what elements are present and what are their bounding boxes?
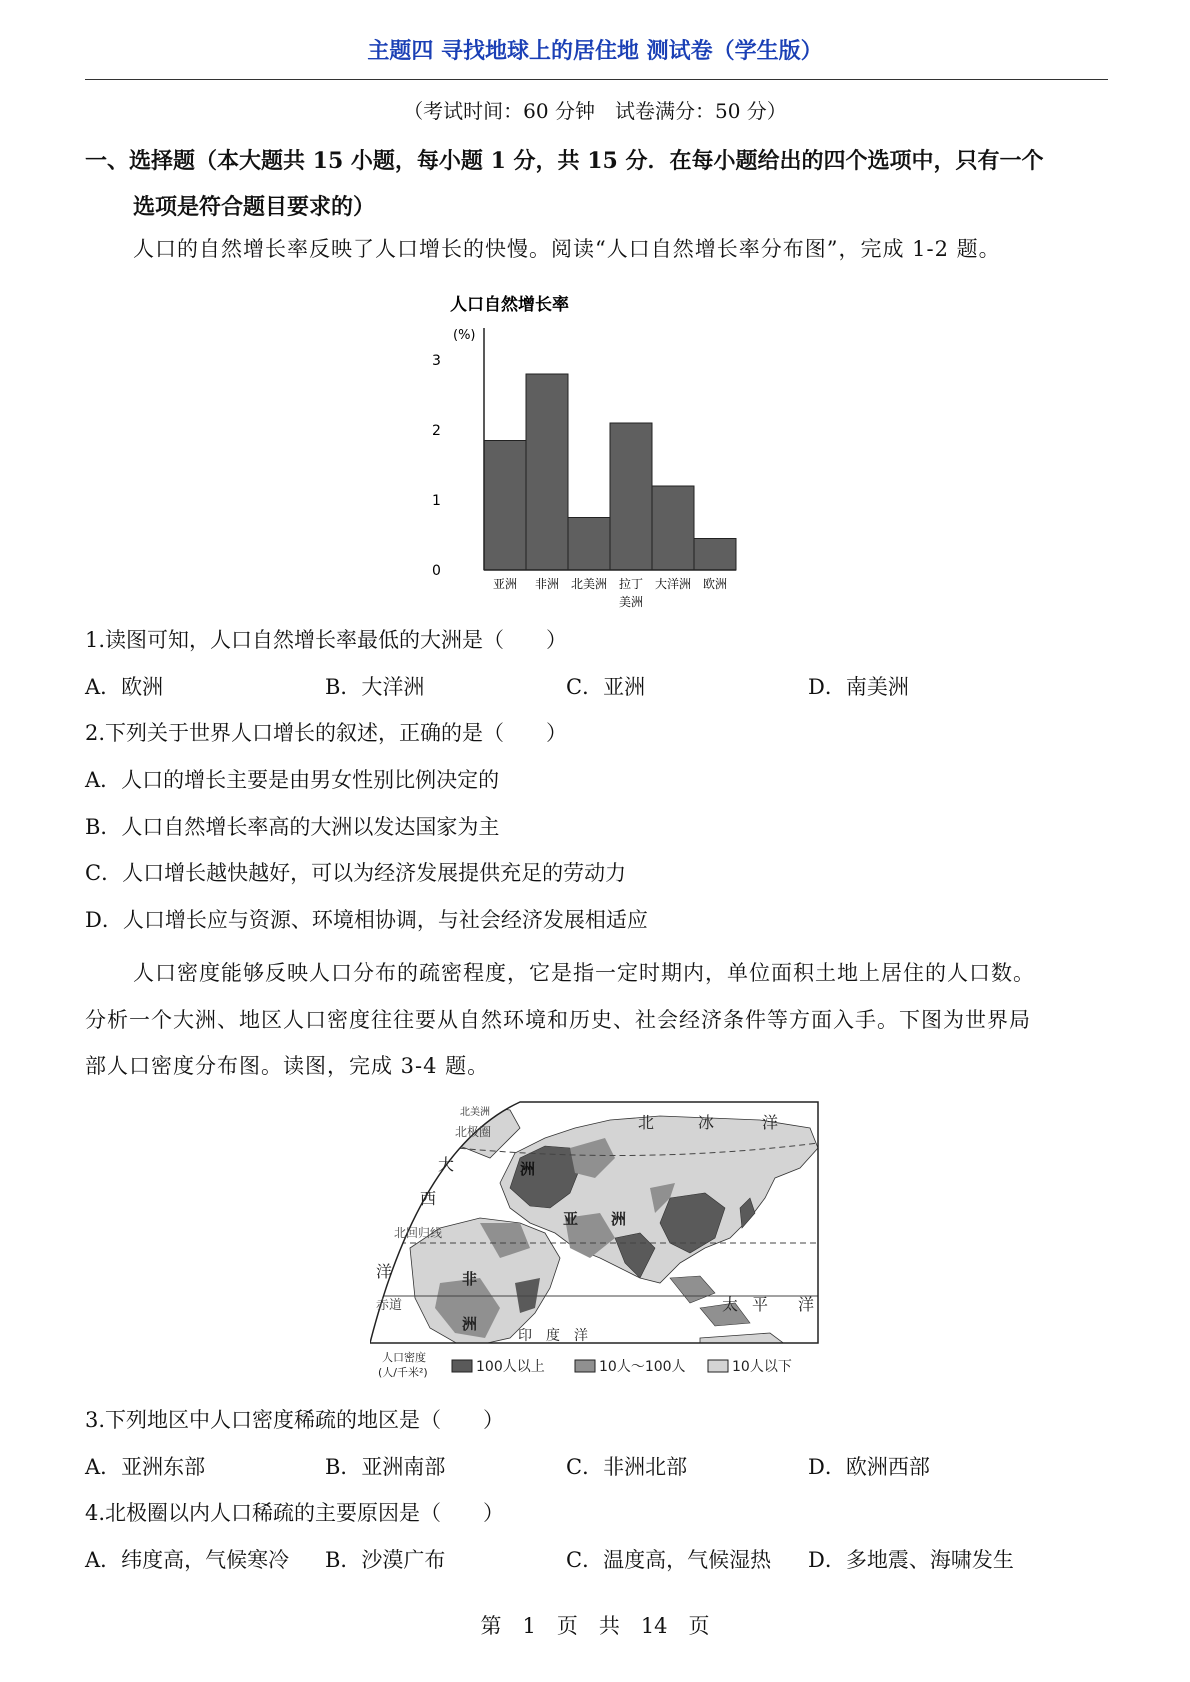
y-tick-label: 3 — [432, 353, 441, 369]
legend-title-line2: (人/千米²) — [378, 1366, 428, 1379]
intro-paragraph: 人口的自然增长率反映了人口增长的快慢。阅读“人口自然增长率分布图”，完成 1-2 题。 — [133, 237, 1001, 261]
q1-option-b[interactable]: B．大洋洲 — [325, 675, 425, 699]
bar-5 — [652, 486, 694, 570]
legend-label-medium: 10人～100人 — [599, 1359, 686, 1375]
bar-6 — [694, 539, 736, 571]
q2-option-d[interactable]: D．人口增长应与资源、环境相协调，与社会经济发展相适应 — [85, 908, 648, 932]
chart-title: 人口自然增长率 — [450, 295, 569, 315]
y-tick-label: 2 — [432, 423, 441, 439]
q2-option-b[interactable]: B．人口自然增长率高的大洲以发达国家为主 — [85, 815, 500, 839]
label-arctic-ocean-1: 北 — [638, 1113, 655, 1132]
label-arctic-ocean-2: 冰 — [698, 1113, 715, 1132]
q3-option-b[interactable]: B．亚洲南部 — [325, 1455, 446, 1479]
x-tick-label: 欧洲 — [702, 577, 728, 591]
q4-option-c[interactable]: C．温度高，气候湿热 — [566, 1548, 772, 1572]
q2-option-a[interactable]: A．人口的增长主要是由男女性别比例决定的 — [85, 768, 500, 792]
label-pacific-1: 太 — [722, 1295, 739, 1314]
x-tick-label: 拉丁 — [618, 577, 644, 591]
label-pacific-3: 洋 — [798, 1295, 815, 1314]
label-indian-ocean: 印 度 洋 — [518, 1328, 588, 1344]
bar-4 — [610, 423, 652, 570]
q1-option-d[interactable]: D．南美洲 — [808, 675, 909, 699]
page-number: 第 1 页 共 14 页 — [480, 1614, 710, 1638]
label-arctic-circle: 北极圈 — [455, 1125, 492, 1139]
chart-ylabel: (%) — [453, 328, 476, 343]
q1-option-a[interactable]: A．欧洲 — [85, 675, 164, 699]
passage-line-2: 分析一个大洲、地区人口密度往往要从自然环境和历史、社会经济条件等方面入手。下图为世界局 — [85, 1008, 1031, 1032]
q4-option-b[interactable]: B．沙漠广布 — [325, 1548, 446, 1572]
population-density-map — [370, 1098, 830, 1383]
y-tick-label: 0 — [432, 563, 441, 579]
q1-option-c[interactable]: C．亚洲 — [566, 675, 646, 699]
x-tick-label-line2: 美洲 — [618, 595, 644, 609]
q3-option-c[interactable]: C．非洲北部 — [566, 1455, 688, 1479]
question-1-stem: 1.读图可知，人口自然增长率最低的大洲是（ ） — [85, 628, 568, 652]
label-tropic: 北回归线 — [394, 1226, 443, 1240]
label-atlantic-3: 洋 — [376, 1262, 393, 1281]
label-atlantic-1: 大 — [438, 1155, 455, 1174]
legend-label-sparse: 10人以下 — [732, 1359, 792, 1375]
y-tick-label: 1 — [432, 493, 441, 509]
x-tick-label: 大洋洲 — [654, 577, 692, 591]
x-tick-label: 亚洲 — [492, 577, 518, 591]
q3-option-d[interactable]: D．欧洲西部 — [808, 1455, 930, 1479]
label-atlantic-2: 西 — [420, 1189, 437, 1208]
map-legend — [378, 1350, 792, 1379]
q4-option-d[interactable]: D．多地震、海啸发生 — [808, 1548, 1014, 1572]
page-title: 主题四 寻找地球上的居住地 测试卷（学生版） — [367, 38, 823, 64]
q3-option-a[interactable]: A．亚洲东部 — [85, 1455, 206, 1479]
legend-swatch-sparse — [708, 1360, 728, 1372]
legend-title-line1: 人口密度 — [382, 1351, 426, 1364]
label-north-america: 北美洲 — [460, 1107, 490, 1118]
header-divider — [85, 79, 1108, 80]
question-4-stem: 4.北极圈以内人口稀疏的主要原因是（ ） — [85, 1501, 505, 1525]
bar-2 — [526, 374, 568, 570]
legend-label-dense: 100人以上 — [476, 1359, 545, 1375]
label-asia-2: 洲 — [611, 1210, 627, 1228]
bar-3 — [568, 518, 610, 571]
label-equator: 赤道 — [376, 1298, 403, 1313]
section-heading-line2: 选项是符合题目要求的） — [133, 194, 376, 220]
section-heading-line1: 一、选择题（本大题共 15 小题，每小题 1 分，共 15 分．在每小题给出的四个选项中，只有一个 — [85, 148, 1044, 174]
legend-swatch-medium — [575, 1360, 595, 1372]
label-arctic-ocean-3: 洋 — [762, 1113, 779, 1132]
label-europe-1: 欧 — [482, 1160, 498, 1178]
bar-1 — [484, 441, 526, 571]
exam-info: （考试时间：60 分钟 试卷满分：50 分） — [403, 99, 787, 123]
q2-option-c[interactable]: C．人口增长越快越好，可以为经济发展提供充足的劳动力 — [85, 861, 627, 885]
q4-option-a[interactable]: A．纬度高，气候寒冷 — [85, 1548, 290, 1572]
legend-swatch-dense — [452, 1360, 472, 1372]
x-tick-label: 北美洲 — [570, 577, 608, 591]
label-europe-2: 洲 — [520, 1160, 536, 1178]
label-asia-1: 亚 — [563, 1210, 579, 1228]
passage-line-1: 人口密度能够反映人口分布的疏密程度，它是指一定时期内，单位面积土地上居住的人口数。 — [133, 961, 1035, 985]
label-africa-1: 非 — [462, 1270, 478, 1288]
label-pacific-2: 平 — [752, 1295, 769, 1314]
question-3-stem: 3.下列地区中人口密度稀疏的地区是（ ） — [85, 1408, 505, 1432]
section-heading — [85, 138, 1115, 230]
label-africa-2: 洲 — [462, 1315, 478, 1333]
growth-rate-chart — [420, 286, 750, 616]
x-tick-label: 非洲 — [534, 577, 560, 591]
passage-line-3: 部人口密度分布图。读图，完成 3-4 题。 — [85, 1054, 490, 1078]
question-2-stem: 2.下列关于世界人口增长的叙述，正确的是（ ） — [85, 721, 568, 745]
